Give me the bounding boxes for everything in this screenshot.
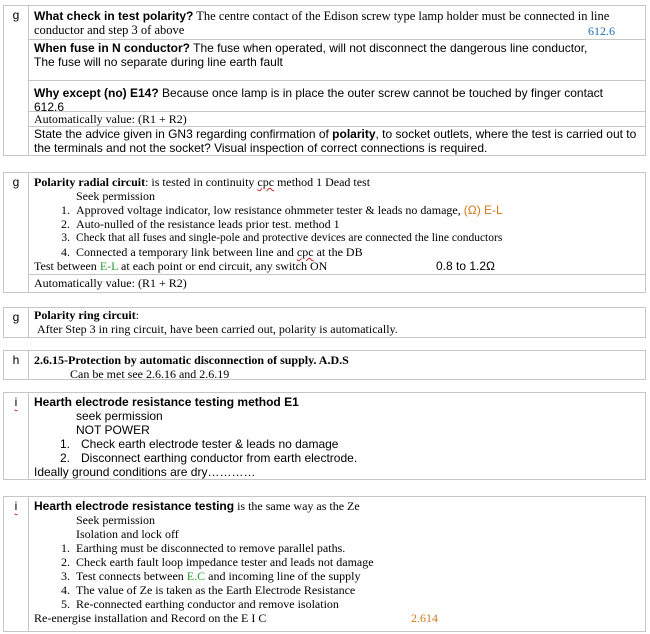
section-polarity-ring — [29, 307, 646, 338]
radial-body — [29, 173, 645, 275]
seek-permission: seek permission — [76, 409, 163, 423]
list-item: 4. Connected a temporary link between line and cpc at the DB — [61, 245, 363, 259]
auto-value — [29, 112, 645, 127]
radial-text: method 1 Dead test — [274, 175, 371, 189]
ideal-conditions: Ideally ground conditions are dry………… — [34, 465, 256, 479]
list-item: 3. Test connects between E.C and incoming line of the supply — [61, 569, 361, 583]
section-label: i — [3, 496, 29, 632]
ring-body: Polarity ring circuit: After Step 3 in ring circuit, have been carried out, polarity is automatically. — [29, 308, 645, 336]
ze-body — [29, 497, 645, 625]
radial-steps — [34, 203, 645, 259]
e1-title: Hearth electrode resistance testing method E1 — [34, 395, 299, 409]
list-item: 5. Re-connected earthing conductor and remove isolation — [61, 597, 339, 611]
radial-title: Polarity radial circuit — [34, 175, 146, 189]
section-label: g — [3, 172, 29, 293]
question-polarity-check — [29, 6, 645, 40]
question-e14 — [29, 81, 645, 112]
test-between: Test between E-L at each point or end circuit, any switch ON 0.8 to 1.2Ω — [34, 259, 496, 273]
section-label: h — [3, 350, 29, 380]
section-label: g — [3, 5, 29, 156]
gn3-text: State the advice given in GN3 regarding confirmation of — [34, 127, 333, 141]
answer-text: The centre contact of the Edison screw type lamp holder must be connected in line — [193, 9, 610, 23]
answer-text: Because once lamp is in place the outer screw cannot be touched by finger contact — [158, 86, 603, 100]
reference-number: 2.614 — [411, 611, 438, 625]
cpc-term: cpc — [296, 245, 314, 259]
resistance-range: 0.8 to 1.2Ω — [436, 259, 496, 273]
ring-title: Polarity ring circuit — [34, 308, 136, 322]
question-title: When fuse in N conductor? — [34, 41, 190, 55]
el-term: E-L — [99, 259, 119, 273]
section-earth-electrode-ze — [29, 496, 646, 632]
ohm-reference: (Ω) E-L — [463, 203, 503, 217]
ads-sub: Can be met see 2.6.16 and 2.6.19 — [70, 367, 230, 381]
ads-title: 2.6.15-Protection by automatic disconnection of supply. A.D.S — [34, 353, 349, 367]
ec-term: E.C — [186, 569, 206, 583]
auto-value-text: Automatically value: (R1 + R2) — [34, 276, 187, 290]
auto-value-text: Automatically value: (R1 + R2) — [34, 112, 187, 126]
ze-title: Hearth electrode resistance testing — [34, 499, 235, 513]
gn3-text: the terminals and not the socket? Visual inspection of correct connections is required. — [34, 141, 488, 155]
reference-number: 612.6 — [34, 100, 65, 114]
list-item: 2. Disconnect earthing conductor from earth electrode. — [59, 451, 358, 465]
gn3-advice — [29, 127, 645, 155]
section-label: i — [3, 392, 29, 480]
question-title: Why except (no) E14? — [34, 86, 159, 100]
seek-permission: Seek permission — [76, 513, 155, 527]
cpc-term: cpc — [257, 175, 275, 189]
gn3-bold: polarity — [332, 127, 376, 141]
list-item: 3. Check that all fuses and single-pole and protective devices are connected the line conductors — [61, 232, 503, 244]
list-item: 1. Earthing must be disconnected to remove parallel paths. — [61, 541, 346, 555]
ads-body — [29, 351, 645, 381]
answer-text: conductor and step 3 of above — [34, 23, 185, 37]
section-polarity-radial — [29, 172, 646, 293]
answer-text: The fuse will no separate during line earth fault — [34, 55, 283, 69]
radial-text: : is tested in continuity — [145, 175, 258, 189]
reenergise — [34, 611, 645, 625]
ring-text: After Step 3 in ring circuit, have been carried out, polarity is automatically. — [37, 322, 398, 336]
section-ads — [29, 350, 646, 380]
ze-text: is the same way as the Ze — [234, 499, 360, 513]
question-title: What check in test polarity? — [34, 9, 194, 23]
not-power: NOT POWER — [76, 423, 150, 437]
section-polarity-test — [29, 5, 646, 156]
reference-number: 612.6 — [588, 24, 615, 38]
list-item: 2. Auto-nulled of the resistance leads prior test. method 1 — [61, 217, 340, 231]
auto-value — [29, 275, 645, 292]
question-fuse-neutral — [29, 40, 645, 81]
isolation: Isolation and lock off — [76, 527, 179, 541]
reenergise-text: Re-energise installation and Record on the E I C — [34, 611, 267, 625]
list-item: 1. Check earth electrode tester & leads no damage — [59, 437, 339, 451]
e1-body — [29, 393, 645, 479]
answer-text: The fuse when operated, will not disconnect the dangerous line conductor, — [190, 41, 588, 55]
ze-steps — [34, 541, 645, 611]
gn3-text: , to socket outlets, where the test is carried out to — [375, 127, 637, 141]
section-label: g — [3, 307, 29, 338]
list-item: 4. The value of Ze is taken as the Earth Electrode Resistance — [61, 583, 356, 597]
list-item: 2. Check earth fault loop impedance tester and leads not damage — [61, 555, 374, 569]
list-item: 1. Approved voltage indicator, low resistance ohmmeter tester & leads no damage, (Ω) E-L — [61, 203, 503, 217]
seek-permission: Seek permission — [76, 189, 155, 203]
section-earth-electrode-e1 — [29, 392, 646, 480]
e1-steps — [34, 437, 645, 465]
